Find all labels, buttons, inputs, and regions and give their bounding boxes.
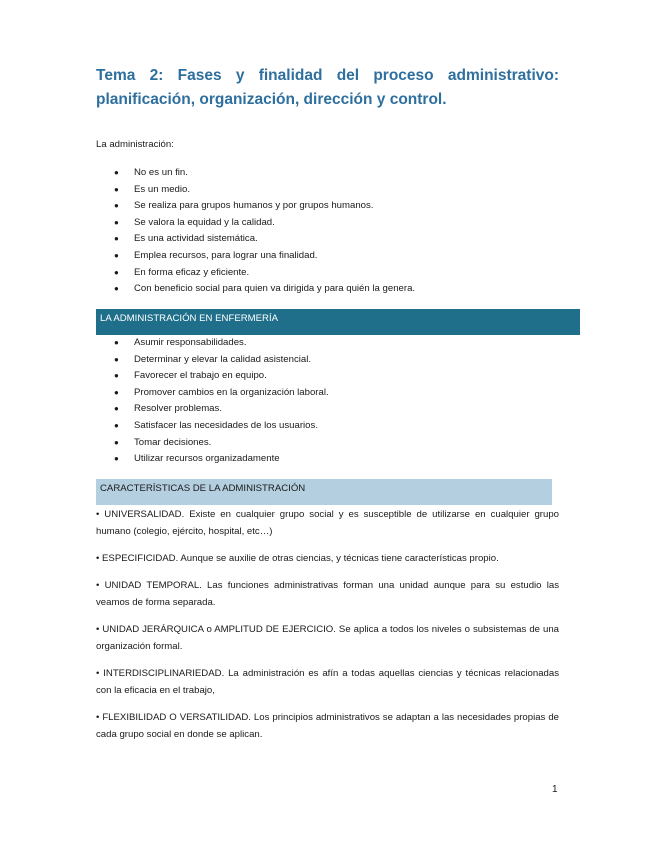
list-item: ● Se realiza para grupos humanos y por grupos humanos. [96,198,415,215]
list-item: ● Asumir responsabilidades. [96,335,329,352]
list-item: ● Promover cambios en la organización laboral. [96,385,329,402]
section-heading-nursing: LA ADMINISTRACIÓN EN ENFERMERÍA [96,309,580,335]
list-item: ● Es un medio. [96,182,415,199]
list-item: ● Se valora la equidad y la calidad. [96,215,415,232]
list-item: ● Utilizar recursos organizadamente [96,451,329,468]
paragraph: • UNIDAD TEMPORAL. Las funciones administrativas forman una unidad aunque para su estudio las veamos de forma separada. [96,580,559,608]
list-item: ● Emplea recursos, para lograr una finalidad. [96,248,415,265]
list-item: ● Tomar decisiones. [96,435,329,452]
list-item: ● Es una actividad sistemática. [96,231,415,248]
nursing-list [96,335,329,468]
list-item: ● No es un fin. [96,165,415,182]
paragraph: • INTERDISCIPLINARIEDAD. La administración es afín a todas aquellas ciencias y técnicas relacionadas con la eficacia en el trabajo, [96,668,559,696]
list-item: ● Satisfacer las necesidades de los usuarios. [96,418,329,435]
section-heading-characteristics: CARACTERÍSTICAS DE LA ADMINISTRACIÓN [96,479,552,505]
paragraph: • FLEXIBILIDAD O VERSATILIDAD. Los principios administrativos se adaptan a las necesidades propias de cada grupo social en donde se aplican. [96,712,559,740]
paragraph: • ESPECIFICIDAD. Aunque se auxilie de otras ciencias, y técnicas tiene características propio. [96,553,499,564]
features-list [96,165,415,298]
intro-text: La administración: [96,139,174,150]
list-item: ● En forma eficaz y eficiente. [96,265,415,282]
page-title: Tema 2: Fases y finalidad del proceso administrativo: planificación, organización, dirección y control. [96,67,559,108]
list-item: ● Resolver problemas. [96,401,329,418]
list-item: ● Favorecer el trabajo en equipo. [96,368,329,385]
list-item: ● Con beneficio social para quien va dirigida y para quién la genera. [96,281,415,298]
page-number: 1 [552,784,558,795]
list-item: ● Determinar y elevar la calidad asistencial. [96,352,329,369]
paragraph: • UNIDAD JERÁRQUICA o AMPLITUD DE EJERCICIO. Se aplica a todos los niveles o subsistemas de una organización formal. [96,624,559,652]
paragraph: • UNIVERSALIDAD. Existe en cualquier grupo social y es susceptible de utilizarse en cualquier grupo humano (colegio, ejército, hospital, etc…) [96,509,559,537]
